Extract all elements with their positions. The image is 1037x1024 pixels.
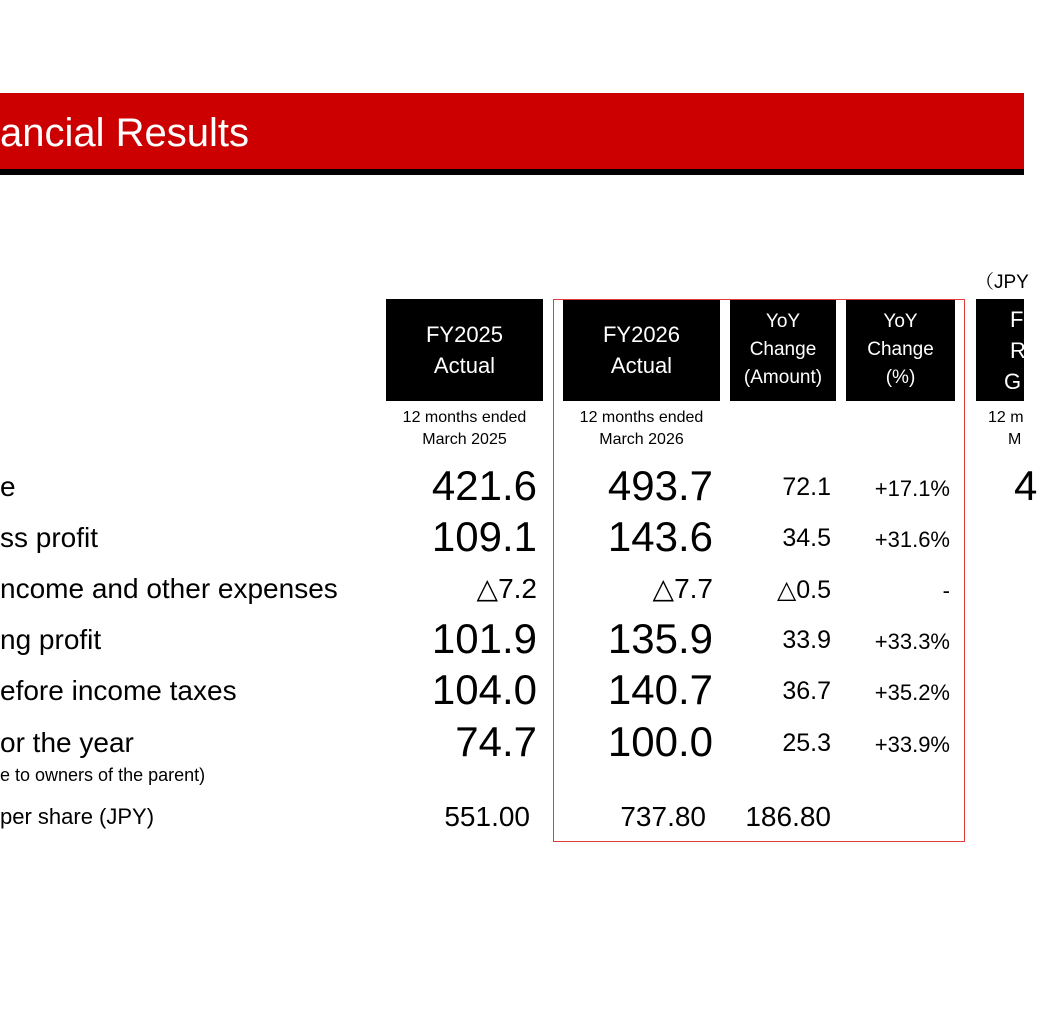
cell-fy2025: 421.6 — [431, 462, 537, 509]
row-label: ss profit — [0, 522, 99, 553]
row-label: ng profit — [0, 624, 102, 655]
column-header-line: Actual — [610, 353, 673, 378]
cell-fy2026: 737.80 — [620, 801, 706, 832]
row-label: ncome and other expenses — [0, 573, 338, 604]
cell-yoy-amount: 33.9 — [782, 626, 831, 654]
cell-yoy-percent: - — [942, 578, 950, 603]
period-note-forecast — [988, 407, 1028, 451]
cell-forecast: 4 — [1014, 462, 1037, 509]
period-line: M — [1008, 431, 1022, 448]
cell-yoy-amount: 72.1 — [782, 473, 831, 501]
page-title: ancial Results — [0, 111, 250, 155]
title-rule — [0, 169, 1024, 175]
cell-fy2025: 74.7 — [455, 718, 537, 765]
cell-fy2026: △7.7 — [652, 573, 713, 604]
cell-yoy-amount: 186.80 — [745, 801, 831, 832]
period-line: 12 months ended — [579, 409, 704, 426]
cell-yoy-percent: +17.1% — [874, 476, 950, 501]
row-sublabel: e to owners of the parent) — [0, 765, 206, 785]
column-header-forecast — [976, 299, 1024, 401]
cell-yoy-percent: +35.2% — [874, 680, 950, 705]
cell-fy2025: 109.1 — [431, 513, 537, 560]
period-line: 12 months ended — [402, 409, 527, 426]
cell-fy2026: 493.7 — [607, 462, 713, 509]
column-header-line: YoY — [765, 311, 801, 332]
column-header-line: Change — [867, 339, 934, 360]
cell-yoy-amount: 25.3 — [782, 729, 831, 757]
column-header-line: G — [1004, 368, 1022, 394]
cell-yoy-percent: +33.3% — [874, 629, 950, 654]
period-line: March 2025 — [422, 431, 507, 448]
cell-fy2026: 143.6 — [607, 513, 713, 560]
unit-note: （JPY — [975, 272, 1029, 293]
cell-fy2026: 100.0 — [607, 718, 713, 765]
cell-fy2025: 104.0 — [431, 666, 537, 713]
column-header-line: Actual — [433, 353, 496, 378]
column-header-line: R — [1010, 337, 1026, 363]
cell-yoy-percent: +33.9% — [874, 732, 950, 757]
column-header-line: YoY — [883, 311, 918, 332]
column-header-line: Change — [749, 339, 817, 360]
cell-yoy-percent: +31.6% — [874, 527, 950, 552]
cell-fy2025: △7.2 — [476, 573, 537, 604]
row-label: or the year — [0, 727, 134, 758]
cell-yoy-amount: 36.7 — [782, 677, 831, 705]
cell-yoy-amount: 34.5 — [782, 524, 831, 552]
cell-fy2025: 101.9 — [431, 615, 537, 662]
column-header-line: (Amount) — [743, 367, 823, 388]
column-header-line: FY2025 — [425, 322, 504, 347]
column-header-fy2025 — [386, 299, 543, 401]
cell-yoy-amount: △0.5 — [777, 576, 831, 604]
period-line: 12 m — [988, 409, 1024, 426]
cell-fy2026: 135.9 — [607, 615, 713, 662]
column-header-line: F — [1010, 306, 1024, 332]
period-line: March 2026 — [599, 431, 684, 448]
column-header-line: FY2026 — [602, 322, 681, 347]
period-note-fy2025 — [386, 407, 543, 451]
row-label: per share (JPY) — [0, 804, 155, 829]
cell-fy2026: 140.7 — [607, 666, 713, 713]
row-label: e — [0, 471, 16, 502]
row-label: efore income taxes — [0, 675, 237, 706]
cell-fy2025: 551.00 — [444, 801, 530, 832]
column-header-line: (%) — [885, 367, 916, 388]
